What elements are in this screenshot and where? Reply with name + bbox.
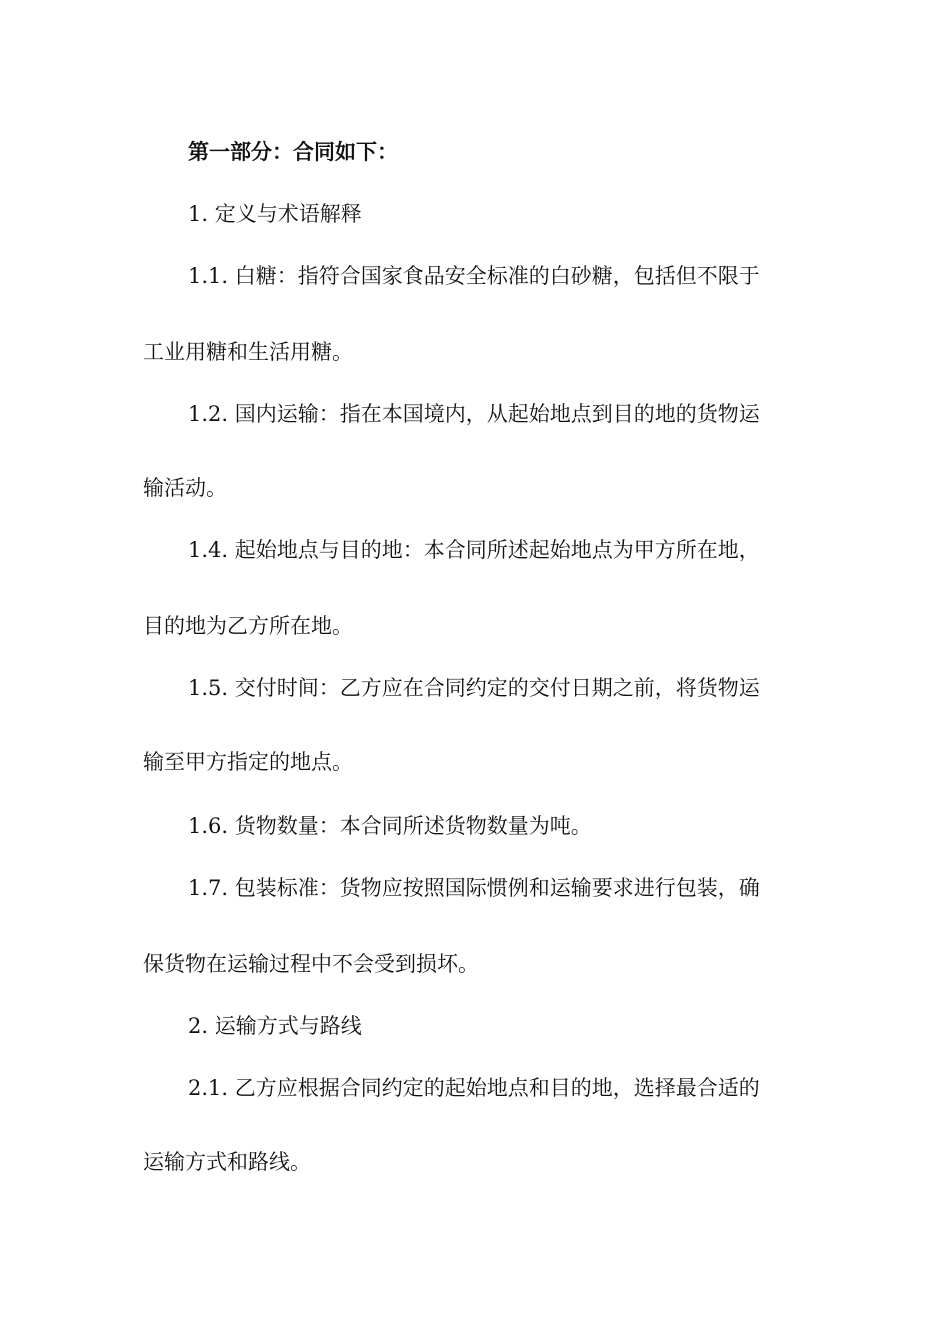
clause-1-7-line-1: 1.7. 包装标准：货物应按照国际惯例和运输要求进行包装，确	[188, 876, 760, 900]
clause-1-1-line-2: 工业用糖和生活用糖。	[143, 340, 353, 364]
clause-1-7-line-2: 保货物在运输过程中不会受到损坏。	[143, 952, 479, 976]
clause-1-6: 1.6. 货物数量：本合同所述货物数量为吨。	[188, 814, 592, 838]
clause-2-1-line-1: 2.1. 乙方应根据合同约定的起始地点和目的地，选择最合适的	[188, 1076, 760, 1100]
clause-1-4-line-2: 目的地为乙方所在地。	[143, 614, 353, 638]
clause-2-1-line-2: 运输方式和路线。	[143, 1150, 311, 1174]
clause-1-5-line-2: 输至甲方指定的地点。	[143, 750, 353, 774]
clause-1-1-line-1: 1.1. 白糖：指符合国家食品安全标准的白砂糖，包括但不限于	[188, 264, 760, 288]
clause-1-title: 1. 定义与术语解释	[188, 202, 362, 226]
section-heading: 第一部分：合同如下：	[188, 139, 398, 164]
clause-1-2-line-1: 1.2. 国内运输：指在本国境内，从起始地点到目的地的货物运	[188, 402, 760, 426]
clause-1-4-line-1: 1.4. 起始地点与目的地：本合同所述起始地点为甲方所在地，	[188, 538, 760, 562]
clause-1-5-line-1: 1.5. 交付时间：乙方应在合同约定的交付日期之前，将货物运	[188, 676, 760, 700]
clause-1-2-line-2: 输活动。	[143, 476, 227, 500]
clause-2-title: 2. 运输方式与路线	[188, 1014, 362, 1038]
